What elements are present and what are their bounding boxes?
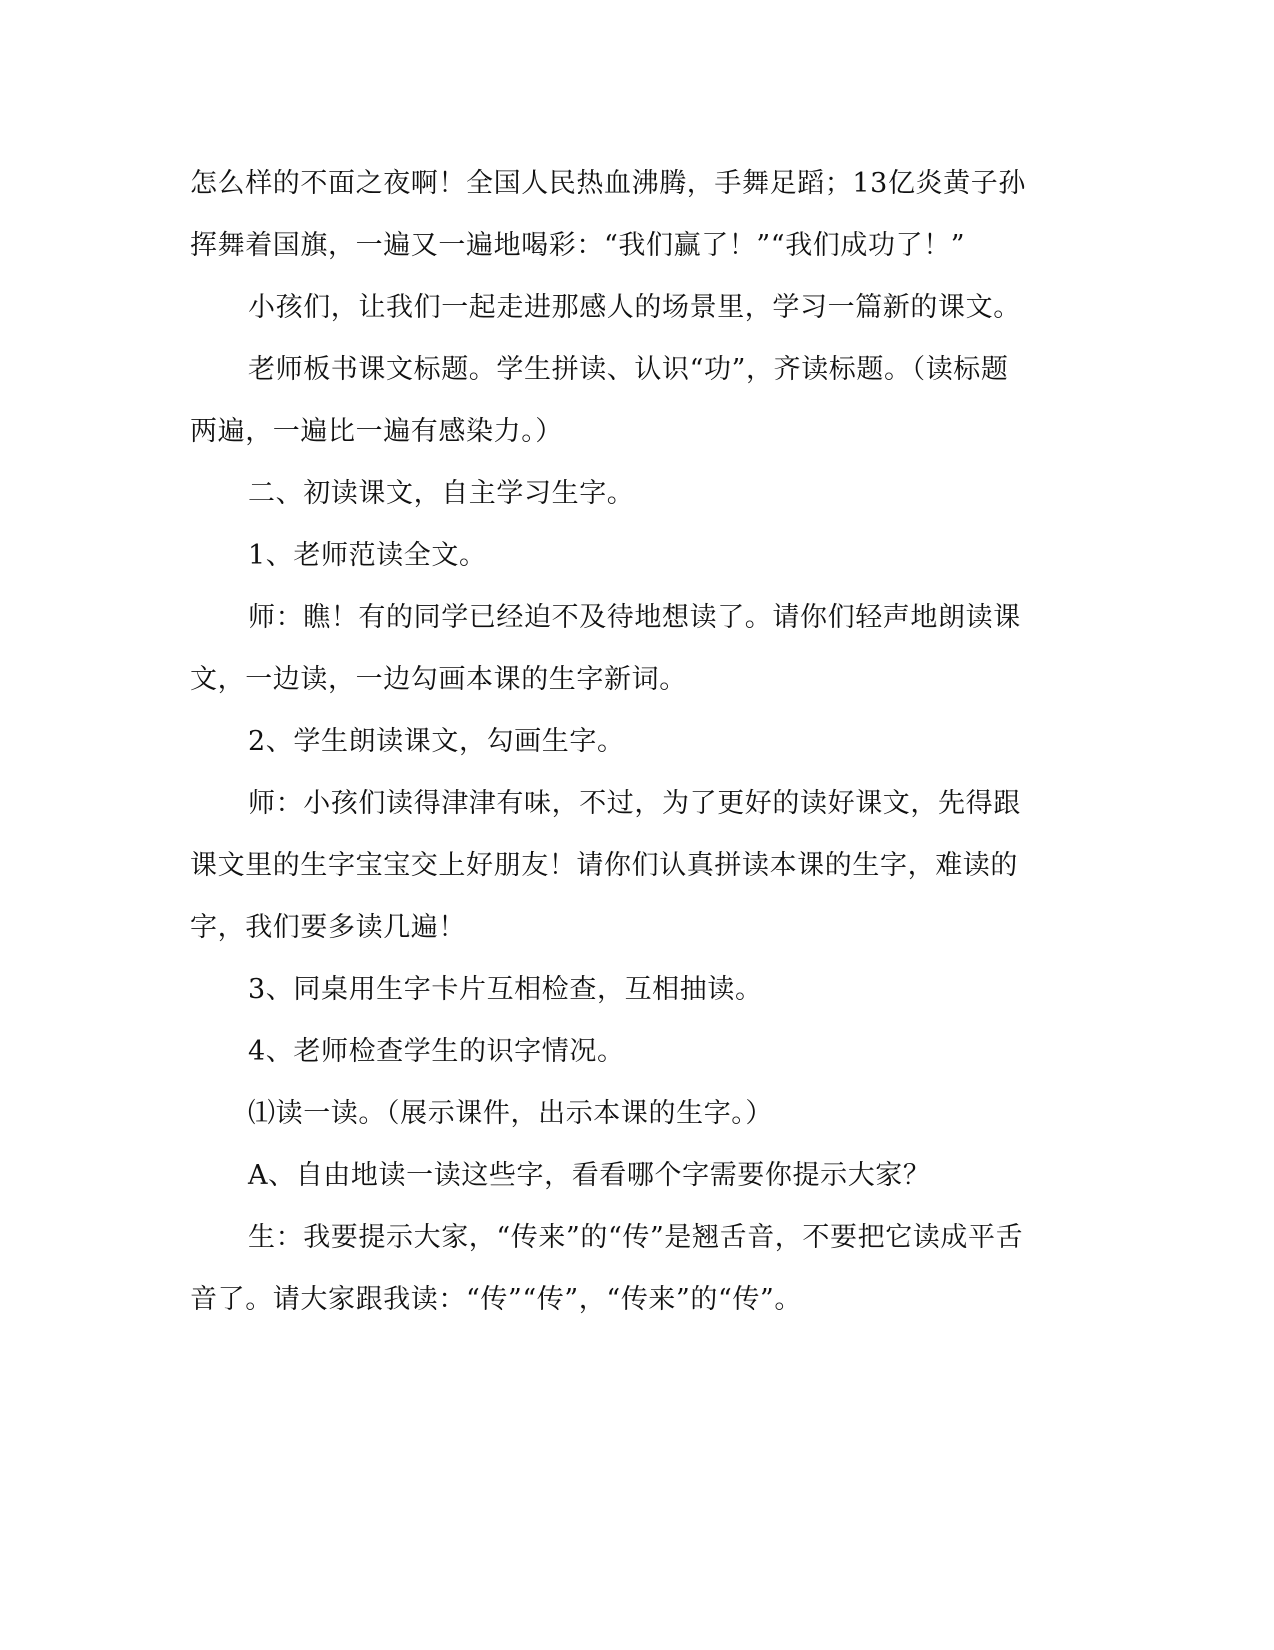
text-line-4: 老师板书课文标题。学生拼读、认识“功”，齐读标题。（读标题 bbox=[248, 354, 1009, 385]
text-line-14: 3、同桌用生字卡片互相检查，互相抽读。 bbox=[248, 974, 763, 1005]
text-line-12: 课文里的生字宝宝交上好朋友！请你们认真拼读本课的生字，难读的 bbox=[190, 850, 1018, 881]
text-line-18: 生：我要提示大家，“传来”的“传”是翘舌音，不要把它读成平舌 bbox=[248, 1222, 1024, 1253]
text-line-17: A、自由地读一读这些字，看看哪个字需要你提示大家？ bbox=[248, 1160, 931, 1191]
text-line-7: 1、老师范读全文。 bbox=[248, 540, 487, 571]
text-line-11: 师：小孩们读得津津有味，不过，为了更好的读好课文，先得跟 bbox=[248, 788, 1021, 819]
text-line-2: 挥舞着国旗，一遍又一遍地喝彩：“我们赢了！”“我们成功了！” bbox=[190, 230, 966, 261]
text-line-5: 两遍，一遍比一遍有感染力。） bbox=[190, 416, 563, 447]
text-line-9: 文，一边读，一边勾画本课的生字新词。 bbox=[190, 664, 687, 695]
text-line-10: 2、学生朗读课文，勾画生字。 bbox=[248, 726, 625, 757]
text-line-13: 字，我们要多读几遍！ bbox=[190, 912, 466, 943]
section-heading: 二、初读课文，自主学习生字。 bbox=[248, 478, 635, 509]
text-line-3: 小孩们，让我们一起走进那感人的场景里，学习一篇新的课文。 bbox=[248, 292, 1021, 323]
text-line-16: ⑴读一读。（展示课件，出示本课的生字。） bbox=[248, 1098, 773, 1129]
text-line-19: 音了。请大家跟我读：“传”“传”，“传来”的“传”。 bbox=[190, 1284, 803, 1315]
text-line-15: 4、老师检查学生的识字情况。 bbox=[248, 1036, 625, 1067]
text-line-1: 怎么样的不面之夜啊！全国人民热血沸腾，手舞足蹈；13亿炎黄子孙 bbox=[190, 168, 1026, 199]
text-line-8: 师：瞧！有的同学已经迫不及待地想读了。请你们轻声地朗读课 bbox=[248, 602, 1021, 633]
